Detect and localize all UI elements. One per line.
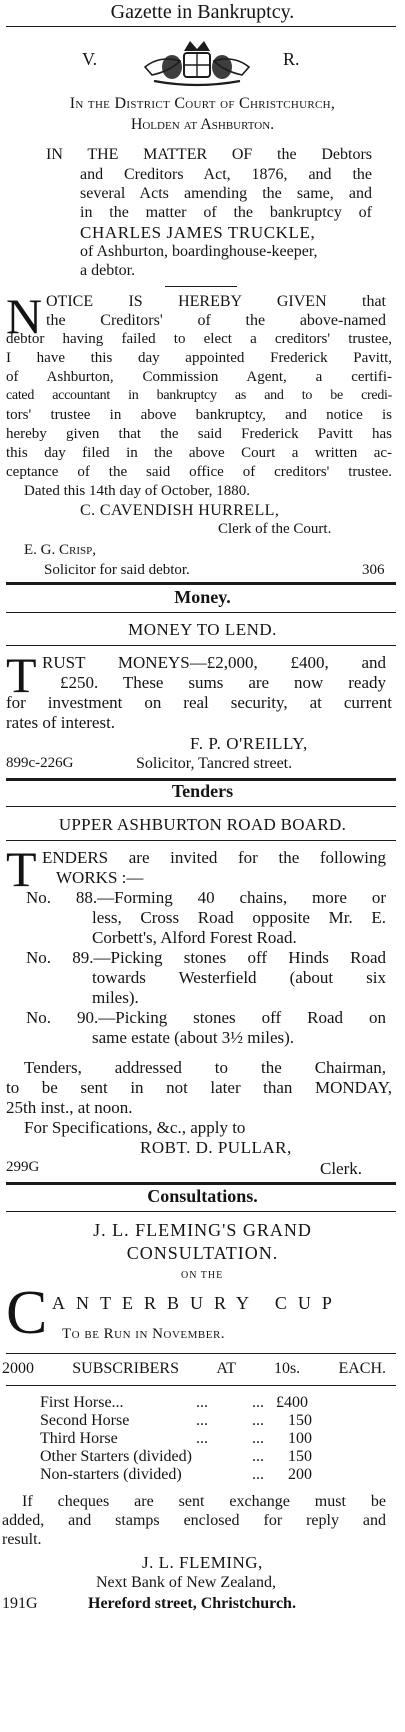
matter-line-1: IN THE MATTER OF the Debtors xyxy=(46,146,372,163)
consult-note-2: added, and stamps enclosed for reply and xyxy=(2,1512,386,1529)
money-line-2: £250. These sums are now ready xyxy=(60,673,386,692)
court-location: Holden at Ashburton. xyxy=(130,116,275,133)
drop-cap-t: T xyxy=(6,841,37,897)
tender-item-88-cont-2: Corbett's, Alford Forest Road. xyxy=(92,928,297,947)
money-reference: 899c-226G xyxy=(6,755,74,771)
subscribers-line: 2000 SUBSCRIBERS AT 10s. EACH. xyxy=(2,1360,386,1377)
tenders-reference: 299G xyxy=(6,1159,40,1175)
tenders-title: UPPER ASHBURTON ROAD BOARD. xyxy=(58,815,347,834)
solicitor-role: Solicitor for said debtor. xyxy=(44,562,190,578)
thick-divider xyxy=(6,1182,396,1185)
royal-cipher-right: R. xyxy=(283,49,300,69)
tender-item-89-cont-2: miles). xyxy=(92,988,139,1007)
matter-line-6: of Ashburton, boardinghouse-keeper, xyxy=(80,243,318,260)
prize-leader: ... xyxy=(252,1412,264,1429)
consult-signer: J. L. FLEMING, xyxy=(142,1553,263,1572)
drop-cap-c: C xyxy=(6,1279,48,1347)
notice-line-7: tors' trustee in above bankruptcy, and notice is xyxy=(6,407,392,423)
court-name: In the District Court of Christchurch, xyxy=(69,95,336,112)
notice-line-3: debtor having failed to elect a creditors' trustee, xyxy=(6,331,392,347)
tender-item-88: No. 88.—Forming 40 chains, more or xyxy=(26,888,386,907)
money-line-4: rates of interest. xyxy=(6,713,116,732)
prize-leader: ... xyxy=(252,1394,264,1411)
consult-reference: 191G xyxy=(2,1595,38,1612)
consultation-title-2: CONSULTATION. xyxy=(126,1243,279,1263)
tenders-intro-1: ENDERS are invited for the following xyxy=(42,848,386,867)
money-signer-role: Solicitor, Tancred street. xyxy=(136,755,293,772)
matter-line-3: several Acts amending the same, and xyxy=(80,185,372,202)
prize-label: Other Starters (divided) xyxy=(40,1448,192,1465)
consult-address-1: Next Bank of New Zealand, xyxy=(96,1574,276,1591)
money-title: MONEY TO LEND. xyxy=(128,620,277,639)
divider xyxy=(6,806,396,807)
divider xyxy=(6,645,396,646)
prize-label: Non-starters (divided) xyxy=(40,1466,182,1483)
run-date: To be Run in November. xyxy=(62,1326,226,1342)
money-signer: F. P. O'REILLY, xyxy=(190,734,308,753)
notice-line-4: I have this day appointed Frederick Pavitt, xyxy=(6,350,392,366)
drop-cap-t: T xyxy=(6,647,37,703)
divider xyxy=(6,26,396,27)
prize-amount: 100 xyxy=(288,1430,312,1447)
tenders-intro-2: WORKS :— xyxy=(56,868,144,887)
notice-line-5: of Ashburton, Commission Agent, a certifi- xyxy=(6,369,392,385)
prize-leader: ... xyxy=(252,1430,264,1447)
consult-note-3: result. xyxy=(2,1531,42,1548)
prize-amount: 200 xyxy=(288,1466,312,1483)
divider xyxy=(6,612,396,613)
divider xyxy=(6,1211,396,1212)
matter-line-7: a debtor. xyxy=(80,262,136,279)
cup-name: ANTERBURY CUP xyxy=(52,1293,343,1313)
tender-item-88-cont-1: less, Cross Road opposite Mr. E. xyxy=(92,908,386,927)
short-rule xyxy=(165,286,237,287)
royal-cipher-left: V. xyxy=(82,49,98,69)
money-line-1: RUST MONEYS—£2,000, £400, and xyxy=(42,653,386,672)
prize-label: Third Horse xyxy=(40,1430,118,1447)
section-heading-money: Money. xyxy=(174,587,231,607)
tender-item-89-cont-1: towards Westerfield (about six xyxy=(92,968,386,987)
notice-line-6: cated accountant in bankruptcy as and to be credi- xyxy=(6,388,392,403)
section-heading-bankruptcy: Gazette in Bankruptcy. xyxy=(110,1,295,23)
drop-cap-n: N xyxy=(6,288,43,344)
prize-label: Second Horse xyxy=(40,1412,130,1429)
notice-line-8: hereby given that the said Frederick Pavitt has xyxy=(6,426,392,442)
matter-line-2: and Creditors Act, 1876, and the xyxy=(80,166,372,183)
divider xyxy=(6,840,396,841)
advert-reference: 306 xyxy=(362,562,385,578)
divider xyxy=(6,1385,396,1386)
notice-line-9: this day filed in the above Court a written ac- xyxy=(6,445,392,461)
prize-leader: ... xyxy=(196,1394,208,1411)
prize-leader: ... xyxy=(196,1412,208,1429)
tender-item-90: No. 90.—Picking stones off Road on xyxy=(26,1008,386,1027)
tender-item-90-cont-1: same estate (about 3½ miles). xyxy=(92,1028,295,1047)
consultation-title-1: J. L. FLEMING'S GRAND xyxy=(93,1220,312,1240)
prize-amount: 150 xyxy=(288,1448,312,1465)
tender-item-89: No. 89.—Picking stones off Hinds Road xyxy=(26,948,386,967)
tenders-signer: ROBT. D. PULLAR, xyxy=(140,1138,292,1157)
court-clerk-title: Clerk of the Court. xyxy=(218,521,332,537)
thick-divider xyxy=(6,582,396,585)
matter-line-4: in the matter of the bankruptcy of xyxy=(80,204,372,221)
debtor-name: CHARLES JAMES TRUCKLE, xyxy=(80,223,316,242)
consult-address-2: Hereford street, Christchurch. xyxy=(88,1595,296,1612)
notice-line-10: ceptance of the said office of creditors' trustee. xyxy=(6,464,392,480)
section-heading-tenders: Tenders xyxy=(171,781,234,801)
prize-leader: ... xyxy=(252,1466,264,1483)
prize-amount: 150 xyxy=(288,1412,312,1429)
notice-date: Dated this 14th day of October, 1880. xyxy=(24,483,251,499)
prize-leader: ... xyxy=(252,1448,264,1465)
money-line-3: for investment on real security, at current xyxy=(6,693,392,712)
court-clerk-name: C. CAVENDISH HURRELL, xyxy=(80,502,280,519)
divider xyxy=(6,1353,396,1354)
on-the-label: ON THE xyxy=(181,1270,224,1281)
tenders-closing-1: Tenders, addressed to the Chairman, xyxy=(24,1058,386,1077)
section-heading-consultations: Consultations. xyxy=(147,1186,258,1206)
notice-line-2: the Creditors' of the above-named xyxy=(46,312,386,329)
royal-coat-of-arms-icon xyxy=(140,37,254,87)
tenders-closing-2: to be sent in not later than MONDAY, xyxy=(6,1078,392,1097)
consult-note-1: If cheques are sent exchange must be xyxy=(22,1493,386,1510)
notice-line-1: OTICE IS HEREBY GIVEN that xyxy=(46,293,386,310)
tenders-closing-3: 25th inst., at noon. xyxy=(6,1098,133,1117)
prize-amount: £400 xyxy=(276,1394,308,1411)
solicitor-name: E. G. Crisp, xyxy=(24,542,96,558)
tenders-specifications: For Specifications, &c., apply to xyxy=(24,1118,246,1137)
prize-label: First Horse... xyxy=(40,1394,124,1411)
prize-leader: ... xyxy=(196,1430,208,1447)
tenders-signer-role: Clerk. xyxy=(320,1159,363,1178)
